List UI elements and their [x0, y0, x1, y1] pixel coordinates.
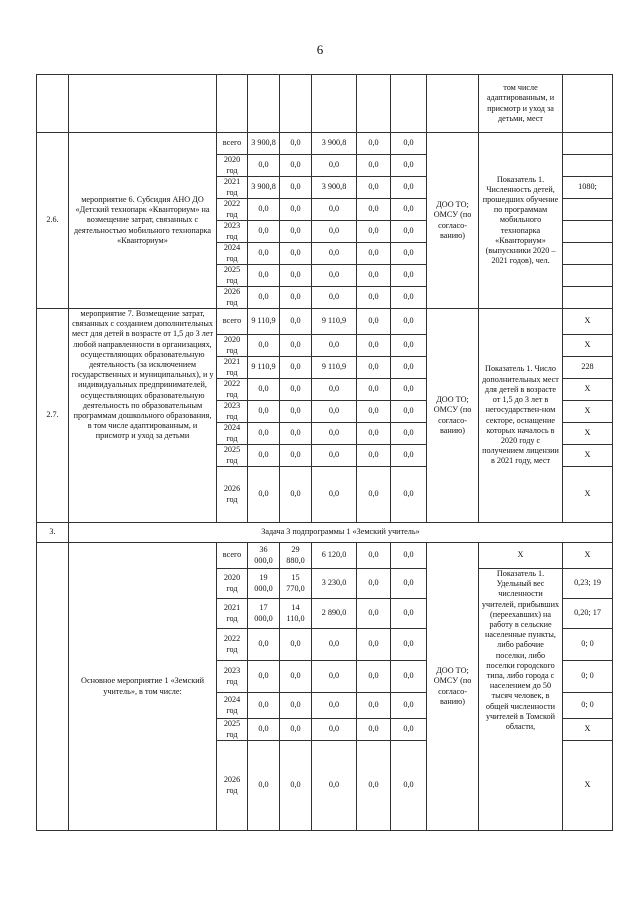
- indicator-cell: X: [479, 543, 563, 569]
- value-cell: 0,0: [248, 155, 280, 177]
- value-cell: 0,0: [312, 445, 357, 467]
- value-cell: 0,0: [391, 445, 427, 467]
- value-cell: 0,0: [357, 599, 391, 629]
- target-cell: 0; 0: [563, 661, 613, 693]
- value-cell: 0,0: [248, 741, 280, 831]
- year-label: всего: [217, 133, 248, 155]
- executor-cell: ДОО ТО; ОМСУ (по согласо-ванию): [427, 543, 479, 831]
- value-cell: 9 110,9: [312, 309, 357, 335]
- value-cell: 3 230,0: [312, 569, 357, 599]
- activity-name: Основное мероприятие 1 «Земский учитель», в том числе:: [69, 543, 217, 831]
- value-cell: 0,0: [357, 629, 391, 661]
- value-cell: 0,0: [280, 177, 312, 199]
- year-label: 2021 год: [217, 357, 248, 379]
- value-cell: 0,0: [248, 423, 280, 445]
- program-table: [36, 74, 613, 831]
- target-cell: [563, 265, 613, 287]
- value-cell: 9 110,9: [248, 357, 280, 379]
- value-cell: 0,0: [312, 719, 357, 741]
- value-cell: 0,0: [280, 155, 312, 177]
- year-label: 2022 год: [217, 379, 248, 401]
- year-label: 2026 год: [217, 467, 248, 523]
- value-cell: 0,0: [391, 467, 427, 523]
- target-cell: X: [563, 335, 613, 357]
- value-cell: 0,0: [312, 423, 357, 445]
- value-cell: 0,0: [312, 629, 357, 661]
- value-cell: 0,0: [357, 357, 391, 379]
- task-title: Задача 3 подпрограммы 1 «Земский учитель»: [69, 523, 613, 543]
- value-cell: 0,0: [357, 569, 391, 599]
- target-cell: X: [563, 467, 613, 523]
- value-cell: 0,0: [357, 401, 391, 423]
- value-cell: 17 000,0: [248, 599, 280, 629]
- value-cell: 0,0: [357, 287, 391, 309]
- value-cell: 0,0: [391, 309, 427, 335]
- year-label: 2023 год: [217, 221, 248, 243]
- value-cell: 0,0: [391, 719, 427, 741]
- value-cell: 29 880,0: [280, 543, 312, 569]
- target-cell: [563, 155, 613, 177]
- value-cell: 0,0: [248, 265, 280, 287]
- value-cell: 0,0: [391, 265, 427, 287]
- year-label: 2025 год: [217, 719, 248, 741]
- value-cell: 0,0: [248, 335, 280, 357]
- year-label: 2020 год: [217, 155, 248, 177]
- year-label: 2022 год: [217, 629, 248, 661]
- value-cell: 0,0: [391, 599, 427, 629]
- value-cell: 0,0: [391, 177, 427, 199]
- year-label: 2026 год: [217, 741, 248, 831]
- value-cell: 0,0: [280, 423, 312, 445]
- value-cell: 36 000,0: [248, 543, 280, 569]
- target-cell: 1080;: [563, 177, 613, 199]
- target-cell: X: [563, 401, 613, 423]
- value-cell: 0,0: [357, 243, 391, 265]
- target-cell: 0; 0: [563, 629, 613, 661]
- target-cell: X: [563, 445, 613, 467]
- activity-name: мероприятие 7. Возмещение затрат, связанных с созданием дополнительных мест для детей в возрасте от 1,5 до 3 лет любой направленности в организациях, осуществляющих образовательную деятельность (за исключением государственных и муниципальных), и у индивидуальных предпринимателей, осуществляющих образовательную деятельность по образовательным программам дошкольного образования, в том числе адаптированным, и присмотр и уход за детьми: [69, 309, 217, 523]
- year-label: 2024 год: [217, 243, 248, 265]
- value-cell: 3 900,8: [248, 133, 280, 155]
- table-body: [37, 75, 613, 831]
- executor-cell: ДОО ТО; ОМСУ (по согласо-ванию): [427, 309, 479, 523]
- target-cell: 228: [563, 357, 613, 379]
- year-label: 2025 год: [217, 265, 248, 287]
- value-cell: 0,0: [312, 155, 357, 177]
- value-cell: 0,0: [280, 199, 312, 221]
- value-cell: 0,0: [312, 401, 357, 423]
- value-cell: 0,0: [312, 199, 357, 221]
- value-cell: 0,0: [357, 719, 391, 741]
- value-cell: 0,0: [357, 309, 391, 335]
- value-cell: 0,0: [391, 543, 427, 569]
- value-cell: 3 900,8: [312, 177, 357, 199]
- year-label: 2020 год: [217, 569, 248, 599]
- target-cell: [563, 199, 613, 221]
- value-cell: 3 900,8: [248, 177, 280, 199]
- value-cell: 0,0: [391, 357, 427, 379]
- value-cell: 0,0: [391, 199, 427, 221]
- value-cell: 0,0: [280, 445, 312, 467]
- value-cell: 0,0: [312, 693, 357, 719]
- value-cell: 0,0: [312, 661, 357, 693]
- year-label: 2021 год: [217, 177, 248, 199]
- value-cell: 0,0: [248, 401, 280, 423]
- value-cell: 0,0: [391, 287, 427, 309]
- value-cell: 0,0: [280, 379, 312, 401]
- target-cell: 0,20; 17: [563, 599, 613, 629]
- year-label: 2024 год: [217, 423, 248, 445]
- value-cell: 0,0: [280, 629, 312, 661]
- value-cell: 0,0: [312, 265, 357, 287]
- value-cell: 0,0: [357, 661, 391, 693]
- year-label: 2020 год: [217, 335, 248, 357]
- value-cell: 0,0: [357, 265, 391, 287]
- value-cell: 9 110,9: [312, 357, 357, 379]
- target-cell: X: [563, 309, 613, 335]
- value-cell: 0,0: [357, 467, 391, 523]
- year-label: 2024 год: [217, 693, 248, 719]
- value-cell: 9 110,9: [248, 309, 280, 335]
- value-cell: 0,0: [312, 741, 357, 831]
- target-cell: 0,23; 19: [563, 569, 613, 599]
- indicator-cell: Показатель 1. Численность детей, прошедших обучение по программам мобильного технопарка «Кванториум» (выпускники 2020 – 2021 годов), чел.: [479, 133, 563, 309]
- target-cell: X: [563, 379, 613, 401]
- table-row: [37, 133, 613, 155]
- value-cell: 0,0: [280, 243, 312, 265]
- value-cell: 0,0: [280, 265, 312, 287]
- value-cell: 0,0: [391, 221, 427, 243]
- value-cell: 0,0: [357, 741, 391, 831]
- value-cell: 0,0: [248, 199, 280, 221]
- value-cell: 0,0: [280, 661, 312, 693]
- table-row: [37, 543, 613, 569]
- value-cell: 0,0: [312, 221, 357, 243]
- year-label: всего: [217, 543, 248, 569]
- value-cell: 0,0: [248, 445, 280, 467]
- target-cell: X: [563, 543, 613, 569]
- target-cell: [563, 243, 613, 265]
- value-cell: 0,0: [248, 221, 280, 243]
- year-label: 2021 год: [217, 599, 248, 629]
- value-cell: 0,0: [391, 693, 427, 719]
- value-cell: 0,0: [248, 379, 280, 401]
- value-cell: 0,0: [280, 693, 312, 719]
- value-cell: 0,0: [312, 287, 357, 309]
- value-cell: 0,0: [248, 661, 280, 693]
- target-cell: X: [563, 719, 613, 741]
- value-cell: 0,0: [248, 693, 280, 719]
- value-cell: 0,0: [280, 719, 312, 741]
- value-cell: 0,0: [280, 467, 312, 523]
- year-label: 2023 год: [217, 661, 248, 693]
- year-label: 2026 год: [217, 287, 248, 309]
- value-cell: 0,0: [357, 177, 391, 199]
- value-cell: 0,0: [357, 423, 391, 445]
- value-cell: 0,0: [391, 335, 427, 357]
- value-cell: 3 900,8: [312, 133, 357, 155]
- activity-name: мероприятие 6. Субсидия АНО ДО «Детский технопарк «Кванториум» на возмещение затрат, связанных с деятельностью мобильного технопарка «Кванториум»: [69, 133, 217, 309]
- value-cell: 0,0: [357, 379, 391, 401]
- value-cell: 0,0: [280, 133, 312, 155]
- value-cell: 0,0: [357, 445, 391, 467]
- value-cell: 19 000,0: [248, 569, 280, 599]
- value-cell: 0,0: [391, 243, 427, 265]
- target-cell: 0; 0: [563, 693, 613, 719]
- value-cell: 0,0: [312, 243, 357, 265]
- executor-cell: ДОО ТО; ОМСУ (по согласо-ванию): [427, 133, 479, 309]
- value-cell: 0,0: [391, 741, 427, 831]
- value-cell: 0,0: [248, 719, 280, 741]
- value-cell: 0,0: [391, 133, 427, 155]
- value-cell: 2 890,0: [312, 599, 357, 629]
- value-cell: 15 770,0: [280, 569, 312, 599]
- indicator-cell: Показатель 1. Число дополнительных мест для детей в возрасте от 1,5 до 3 лет в негосударствен-ном секторе, оснащение которых началось в 2020 году с получением лицензии в 2021 году, мест: [479, 309, 563, 523]
- table-row: [37, 309, 613, 335]
- indicator-cell: том числе адаптированным, и присмотр и уход за детьми, мест: [479, 75, 563, 133]
- value-cell: 0,0: [312, 379, 357, 401]
- value-cell: 0,0: [248, 287, 280, 309]
- year-label: 2022 год: [217, 199, 248, 221]
- value-cell: 0,0: [248, 467, 280, 523]
- value-cell: 0,0: [280, 287, 312, 309]
- page-number: 6: [316, 42, 324, 57]
- value-cell: 0,0: [357, 155, 391, 177]
- value-cell: 0,0: [391, 155, 427, 177]
- table-row: [37, 523, 613, 543]
- value-cell: 0,0: [357, 335, 391, 357]
- value-cell: 0,0: [280, 741, 312, 831]
- value-cell: 0,0: [248, 243, 280, 265]
- value-cell: 0,0: [312, 335, 357, 357]
- value-cell: 0,0: [391, 379, 427, 401]
- year-label: 2023 год: [217, 401, 248, 423]
- year-label: 2025 год: [217, 445, 248, 467]
- target-cell: X: [563, 423, 613, 445]
- value-cell: 0,0: [357, 693, 391, 719]
- value-cell: 0,0: [357, 133, 391, 155]
- target-cell: [563, 133, 613, 155]
- value-cell: 0,0: [312, 467, 357, 523]
- value-cell: 0,0: [391, 423, 427, 445]
- target-cell: [563, 221, 613, 243]
- value-cell: 0,0: [280, 357, 312, 379]
- year-label: всего: [217, 309, 248, 335]
- value-cell: 0,0: [280, 221, 312, 243]
- value-cell: 0,0: [357, 543, 391, 569]
- indicator-cell: Показатель 1. Удельный вес численности учителей, прибывших (переехавших) на работу в сельские населенные пункты, либо рабочие поселки, либо поселки городского типа, либо города с населением до 50 тысяч человек, в общей численности учителей в Томской области,: [479, 569, 563, 831]
- row-number: 3.: [37, 523, 69, 543]
- value-cell: 0,0: [391, 401, 427, 423]
- value-cell: 0,0: [280, 401, 312, 423]
- table-row: [37, 75, 613, 133]
- value-cell: 6 120,0: [312, 543, 357, 569]
- value-cell: 0,0: [391, 661, 427, 693]
- value-cell: 0,0: [280, 309, 312, 335]
- value-cell: 0,0: [357, 221, 391, 243]
- value-cell: 0,0: [391, 569, 427, 599]
- value-cell: 0,0: [391, 629, 427, 661]
- row-number: 2.7.: [37, 309, 69, 523]
- row-number: [37, 543, 69, 831]
- target-cell: X: [563, 741, 613, 831]
- row-number: 2.6.: [37, 133, 69, 309]
- value-cell: 0,0: [248, 629, 280, 661]
- value-cell: 0,0: [280, 335, 312, 357]
- value-cell: 0,0: [357, 199, 391, 221]
- value-cell: 14 110,0: [280, 599, 312, 629]
- target-cell: [563, 287, 613, 309]
